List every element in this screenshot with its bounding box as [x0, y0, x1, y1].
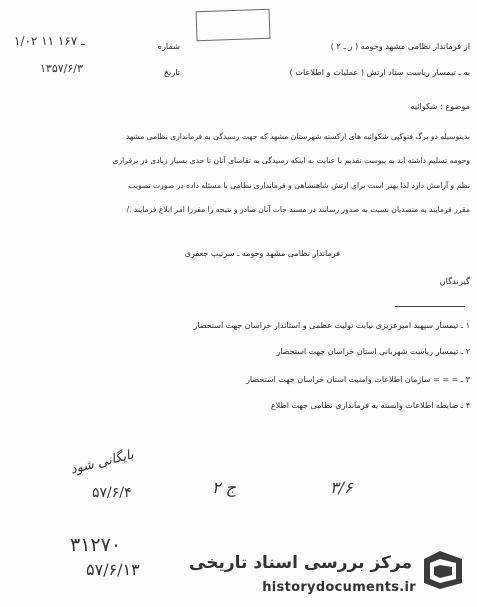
date-value: ۱۳۵۷/۶/۳ [40, 62, 83, 75]
body-line-3: نظم و آرامش دارد لذا بهتر است برای ارتش شاهنشاهی و فرمانداری نظامی با مسئله داده در صورت تصویب [128, 181, 470, 190]
date-label: تاریخ [163, 67, 180, 77]
recipient-1: ۱ ـ تیمسار سپهبد امیرعزیزی نیابت تولیت عظمی و استاندار خراسان جهت استحضار [193, 321, 470, 330]
recipients-title: گیرندگان [439, 276, 470, 286]
recipients-divider [395, 306, 465, 307]
stamp-box [195, 9, 270, 42]
to-line: به ـ تیمسار ریاست ستاد ارتش ( عملیات و اطلاعات ) [289, 67, 470, 77]
footer-site: historydocuments.ir [262, 580, 416, 595]
handwritten-bottom-number: ۳۱۲۷۰ [70, 534, 122, 556]
handwritten-note: بایگانی شود [69, 447, 136, 478]
recipient-3: ۳ ـ = = = سازمان اطلاعات وامنیت استان خراسان جهت استحضار [246, 375, 470, 384]
body-line-2: وحومه تسلیم داشته اند به پیوست تقدیم با عنایت به اینکه رسیدگی به تقاضای آنان تا حدی بسیار زیادی در برقراری [112, 156, 470, 165]
footer-org-name: مرکز بررسی اسناد تاریخی [189, 553, 412, 573]
signature-line: فرماندار نظامی مشهد وحومه ـ سرتیپ جعفری [184, 249, 340, 258]
handwritten-note-date: ۵۷/۶/۴ [92, 485, 132, 501]
number-value: ۱/۰۲ ۱۱ ـ ۱۶۷ [14, 34, 85, 48]
from-line: از فرماندار نظامی مشهد وحومه ( ر ـ ۲ ) [330, 41, 470, 51]
recipient-2: ۲ ـ تیمسار ریاست شهربانی استان خراسان جهت استحضار [276, 347, 470, 356]
archive-logo-icon [420, 545, 466, 591]
number-label: شماره [157, 41, 180, 51]
handwritten-bottom-date: ۵۷/۶/۱۳ [86, 560, 140, 579]
handwritten-initials-left: ج ۲ [212, 478, 237, 497]
recipient-4: ۴ ـ ضابطه اطلاعات وابسته به فرمانداری نظامی جهت اطلاع [270, 401, 470, 410]
body-line-1: بدینوسیله دو برگ فتوکپی شکوائیه های ارکسته شهرستان مشهد که جهت رسیدگی به فرمانداری نظامی مشهد [125, 132, 470, 141]
handwritten-initials-right: ۳/۶ [330, 478, 353, 497]
subject-line: موضوع : شکوائیه [410, 101, 470, 111]
body-line-4: مقرر فرمایند به متصدیان نسبت به صدور رسانند در مسند جات آنان صادر و نتیجه را مقررا امر ابلاغ فرمایند ./ [126, 205, 470, 214]
